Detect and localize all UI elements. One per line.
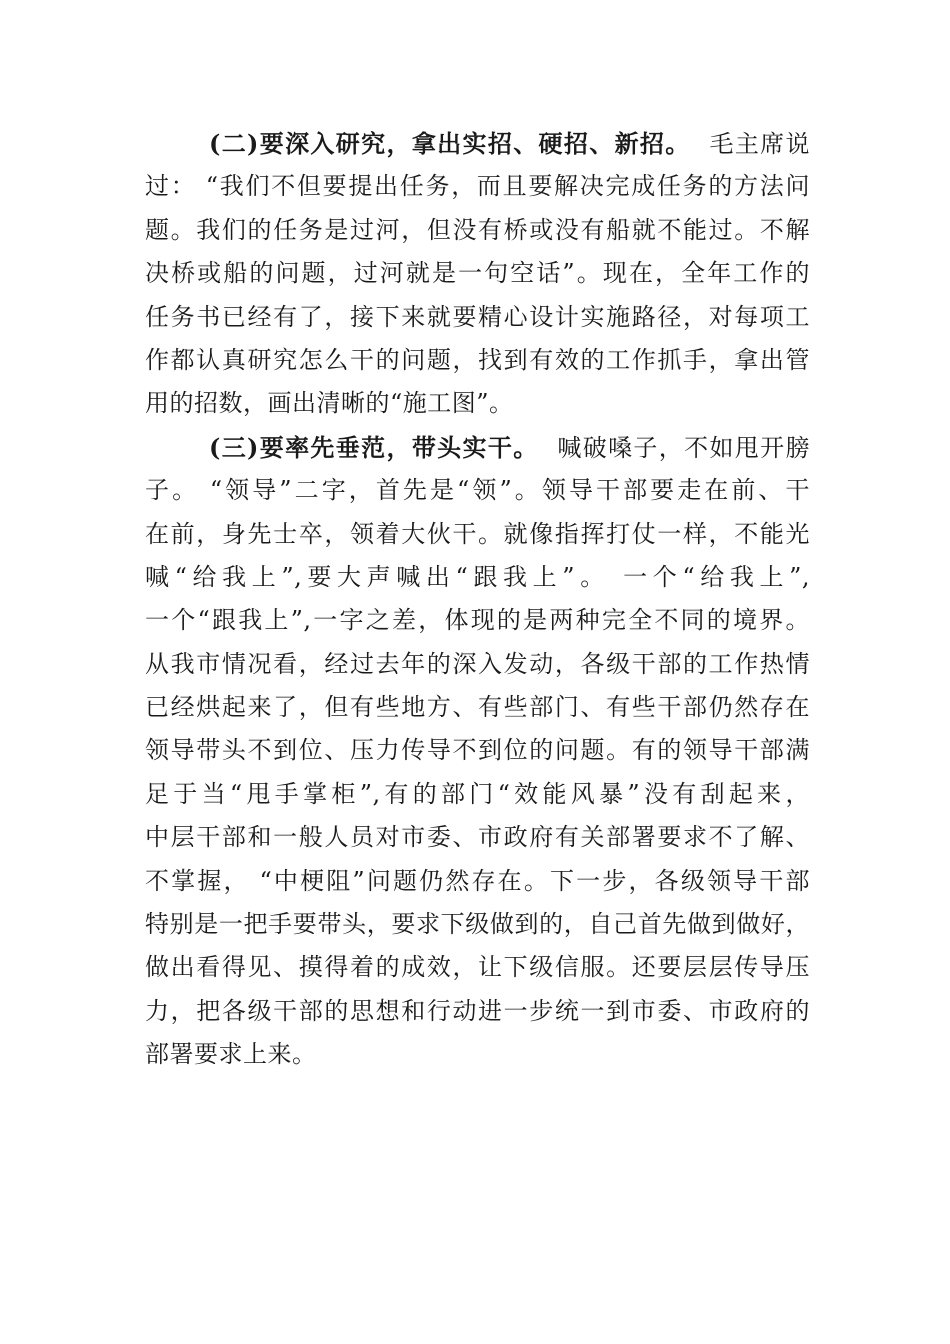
paragraph-line (145, 860, 810, 903)
line-text: 题。我们的任务是过河，但没有桥或没有船就不能过。不解 (145, 215, 810, 244)
line-text: 毛主席说 (708, 130, 810, 158)
line-text: 力，把各级干部的思想和行动进一步统一到市委、市政府的 (145, 996, 810, 1025)
line-text: 足于当“甩手掌柜”,有的部门“效能风暴”没有刮起来， (145, 779, 810, 808)
paragraph-line (145, 729, 810, 772)
paragraph-line (145, 816, 810, 859)
document-page (145, 122, 810, 1077)
line-text: 子。 “领导”二字，首先是“领”。领导干部要走在前、干 (145, 476, 810, 505)
line-text: 领导带头不到位、压力传导不到位的问题。有的领导干部满 (145, 736, 810, 765)
paragraph-line (145, 296, 810, 339)
paragraph-line (145, 599, 810, 642)
paragraph-line (145, 773, 810, 816)
paragraph-line (145, 209, 810, 252)
line-text: 中层干部和一般人员对市委、市政府有关部署要求不了解、 (145, 823, 810, 852)
paragraph-line (145, 426, 810, 469)
line-text: 部署要求上来。 (145, 1040, 317, 1069)
line-text: 用的招数，画出清晰的“施工图”。 (145, 389, 514, 418)
paragraph-3 (145, 426, 810, 1077)
line-text: 在前，身先士卒，领着大伙干。就像指挥打仗一样，不能光 (145, 519, 810, 548)
line-text: 任务书已经有了，接下来就要精心设计实施路径，对每项工 (145, 302, 810, 331)
paragraph-line (145, 903, 810, 946)
line-text: 作都认真研究怎么干的问题，找到有效的工作抓手，拿出管 (145, 345, 810, 374)
line-text: 已经烘起来了，但有些地方、有些部门、有些干部仍然存在 (145, 693, 810, 722)
paragraph-line (145, 122, 810, 165)
line-text: 一个“跟我上”,一字之差，体现的是两种完全不同的境界。 (145, 606, 810, 635)
line-text: 过： “我们不但要提出任务，而且要解决完成任务的方法问 (145, 172, 810, 201)
paragraph-line (145, 469, 810, 512)
paragraph-line (145, 165, 810, 208)
paragraph-line (145, 339, 810, 382)
paragraph-line (145, 686, 810, 729)
line-text: 不掌握， “中梗阻”问题仍然存在。下一步，各级领导干部 (145, 866, 810, 895)
paragraph-line (145, 643, 810, 686)
paragraph-line (145, 252, 810, 295)
paragraph-line (145, 946, 810, 989)
line-text: 决桥或船的问题，过河就是一句空话”。现在，全年工作的 (145, 259, 810, 288)
paragraph-line (145, 990, 810, 1033)
section-heading: (三)要率先垂范，带头实干。 (209, 432, 539, 462)
paragraph-line (145, 556, 810, 599)
line-text: 做出看得见、摸得着的成效，让下级信服。还要层层传导压 (145, 953, 810, 982)
line-text: 特别是一把手要带头，要求下级做到的，自己首先做到做好， (145, 910, 810, 939)
paragraph-line (145, 1033, 810, 1076)
paragraph-line (145, 513, 810, 556)
line-text: 喊破嗓子，不如甩开膀 (556, 433, 810, 462)
line-text: 喊“给我上”,要大声喊出“跟我上”。 一个“给我上”, (145, 562, 810, 591)
section-heading: (二)要深入研究，拿出实招、硬招、新招。 (209, 129, 691, 158)
line-text: 从我市情况看，经过去年的深入发动，各级干部的工作热情 (145, 649, 810, 678)
paragraph-2 (145, 122, 810, 426)
paragraph-line (145, 382, 810, 425)
